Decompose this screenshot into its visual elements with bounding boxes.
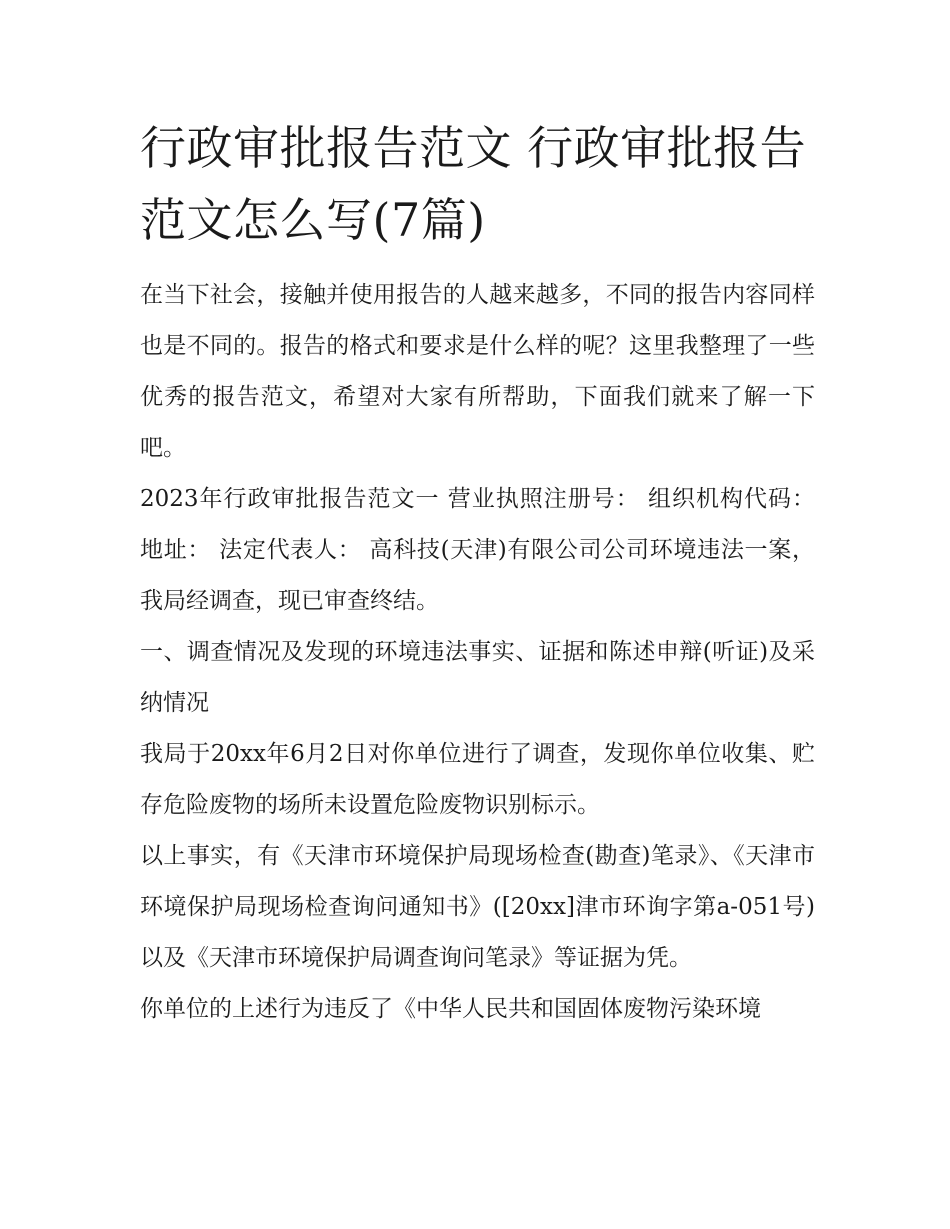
case-info-paragraph: 2023年行政审批报告范文一 营业执照注册号： 组织机构代码： 地址： 法定代表人： 高科技(天津)有限公司公司环境违法一案，我局经调查，现已审查终结。 — [140, 486, 815, 614]
intro-paragraph: 在当下社会，接触并使用报告的人越来越多，不同的报告内容同样也是不同的。报告的格式和要求是什么样的呢？这里我整理了一些优秀的报告范文，希望对大家有所帮助，下面我们就来了解一下吧。 — [140, 282, 815, 461]
document-title: 行政审批报告范文 行政审批报告范文怎么写(7篇) — [140, 121, 807, 247]
findings-paragraph: 我局于20xx年6月2日对你单位进行了调查，发现你单位收集、贮存危险废物的场所未设置危险废物识别标示。 — [140, 741, 815, 818]
document-page — [140, 112, 815, 1035]
violation-paragraph: 你单位的上述行为违反了《中华人民共和国固体废物污染环境 — [140, 996, 761, 1022]
evidence-paragraph: 以上事实，有《天津市环境保护局现场检查(勘查)笔录》、《天津市环境保护局现场检查询问通知书》([20xx]津市环询字第a-051号)以及《天津市环境保护局调查询问笔录》等证据为凭。 — [140, 843, 815, 971]
section-heading-investigation: 一、调查情况及发现的环境违法事实、证据和陈述申辩(听证)及采纳情况 — [140, 639, 815, 716]
